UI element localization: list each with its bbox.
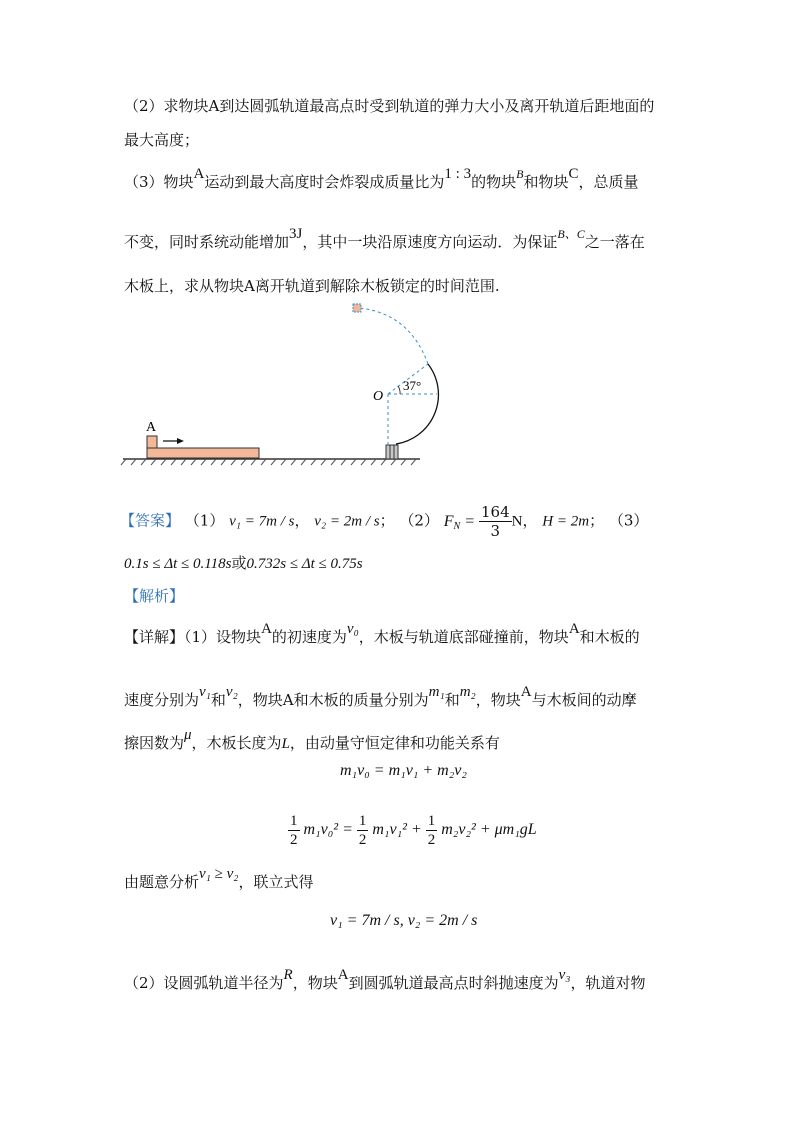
analysis-tag: 【解析】 [124, 587, 185, 605]
q3-line3: 木板上，求从物块A离开轨道到解除木板锁定的时间范围. [124, 277, 500, 295]
detail-line3: 擦因数为μ，木板长度为L，由动量守恒定律和功能关系有 [124, 727, 500, 752]
answer-tag: 【答案】 [120, 511, 181, 530]
trajectory-dashed [360, 308, 428, 364]
q2-line1: （2）求物块A到达圆弧轨道最高点时受到轨道的弹力大小及离开轨道后距地面的 [124, 97, 655, 115]
q3-block-b: B [516, 167, 524, 181]
ground-hatch [121, 459, 416, 465]
block-at-peak [353, 304, 361, 312]
block-a-label: A [146, 420, 157, 435]
center-o-label: O [373, 389, 384, 404]
track-post [386, 445, 398, 459]
answer-line: 【答案】 （1） v₁ = 7m / s， v₂ = 2m / s； （2） $F_N$ = $\frac{164}{3}$ N， H = 2m； （3） [120, 503, 649, 540]
result-equation: v₁ = 7m / s, v₂ = 2m / s [330, 912, 478, 929]
answer-fn-fraction: $\frac{164}{3}$ [480, 503, 510, 540]
q3-line2: 不变，同时系统动能增加3J，其中一块沿原速度方向运动．为保证$^{B、C}$之一落在 [124, 226, 645, 251]
detail-line5: （2）设圆弧轨道半径为R，物块A到圆弧轨道最高点时斜抛速度为v₃，轨道对物 [124, 967, 646, 992]
answer-h: H = 2m [542, 513, 590, 530]
q3-energy: 3J [289, 226, 303, 242]
q2-line2: 最大高度； [124, 131, 200, 149]
q3-line1: （3）物块A运动到最大高度时会炸裂成质量比为1 : 3的物块$^B$和物块C，总质量 [124, 166, 639, 191]
physics-figure [120, 296, 450, 471]
wooden-plank [147, 448, 259, 458]
momentum-equation: m₁v₀ = m₁v₁ + m₂v₂ [340, 762, 467, 779]
block-a [147, 436, 157, 448]
q3-bc: B、C [557, 227, 585, 241]
answer-v2: v₂ = 2m / s [314, 513, 380, 530]
angle-label: 37° [403, 378, 422, 393]
detail-line1: 【详解】（1）设物块A的初速度为v₀，木板与轨道底部碰撞前，物块A和木板的 [124, 621, 640, 646]
answer-range1: 0.1s ≤ Δt ≤ 0.118s [124, 556, 232, 572]
answer-range-line: 0.1s ≤ Δt ≤ 0.118s或0.732s ≤ Δt ≤ 0.75s [124, 554, 363, 572]
answer-range2: 0.732s ≤ Δt ≤ 0.75s [246, 556, 363, 572]
answer-v1: v₁ = 7m / s [229, 513, 295, 530]
angle-arc [398, 386, 400, 394]
arrow-head-icon [177, 438, 184, 444]
q3-block-a: A [193, 166, 205, 182]
detail-line2: 速度分别为v₁和v₂，物块A和木板的质量分别为m₁和m₂，物块A与木板间的动摩 [124, 684, 637, 709]
answer-fn: $F_N$ = [443, 512, 479, 532]
detail-line4: 由题意分析v₁ ≥ v₂，联立式得 [124, 866, 314, 891]
energy-equation: $\frac{1}{2}$ m₁v₀² = $\frac{1}{2}$ m₁v₁² + $\frac{1}{2}$ m₂v₂² + μm₁gL [290, 813, 537, 848]
condition: v₁ ≥ v₂ [199, 866, 239, 882]
q3-block-c: C [568, 166, 579, 182]
q3-ratio: 1 : 3 [444, 166, 472, 182]
arc-track [396, 364, 438, 444]
